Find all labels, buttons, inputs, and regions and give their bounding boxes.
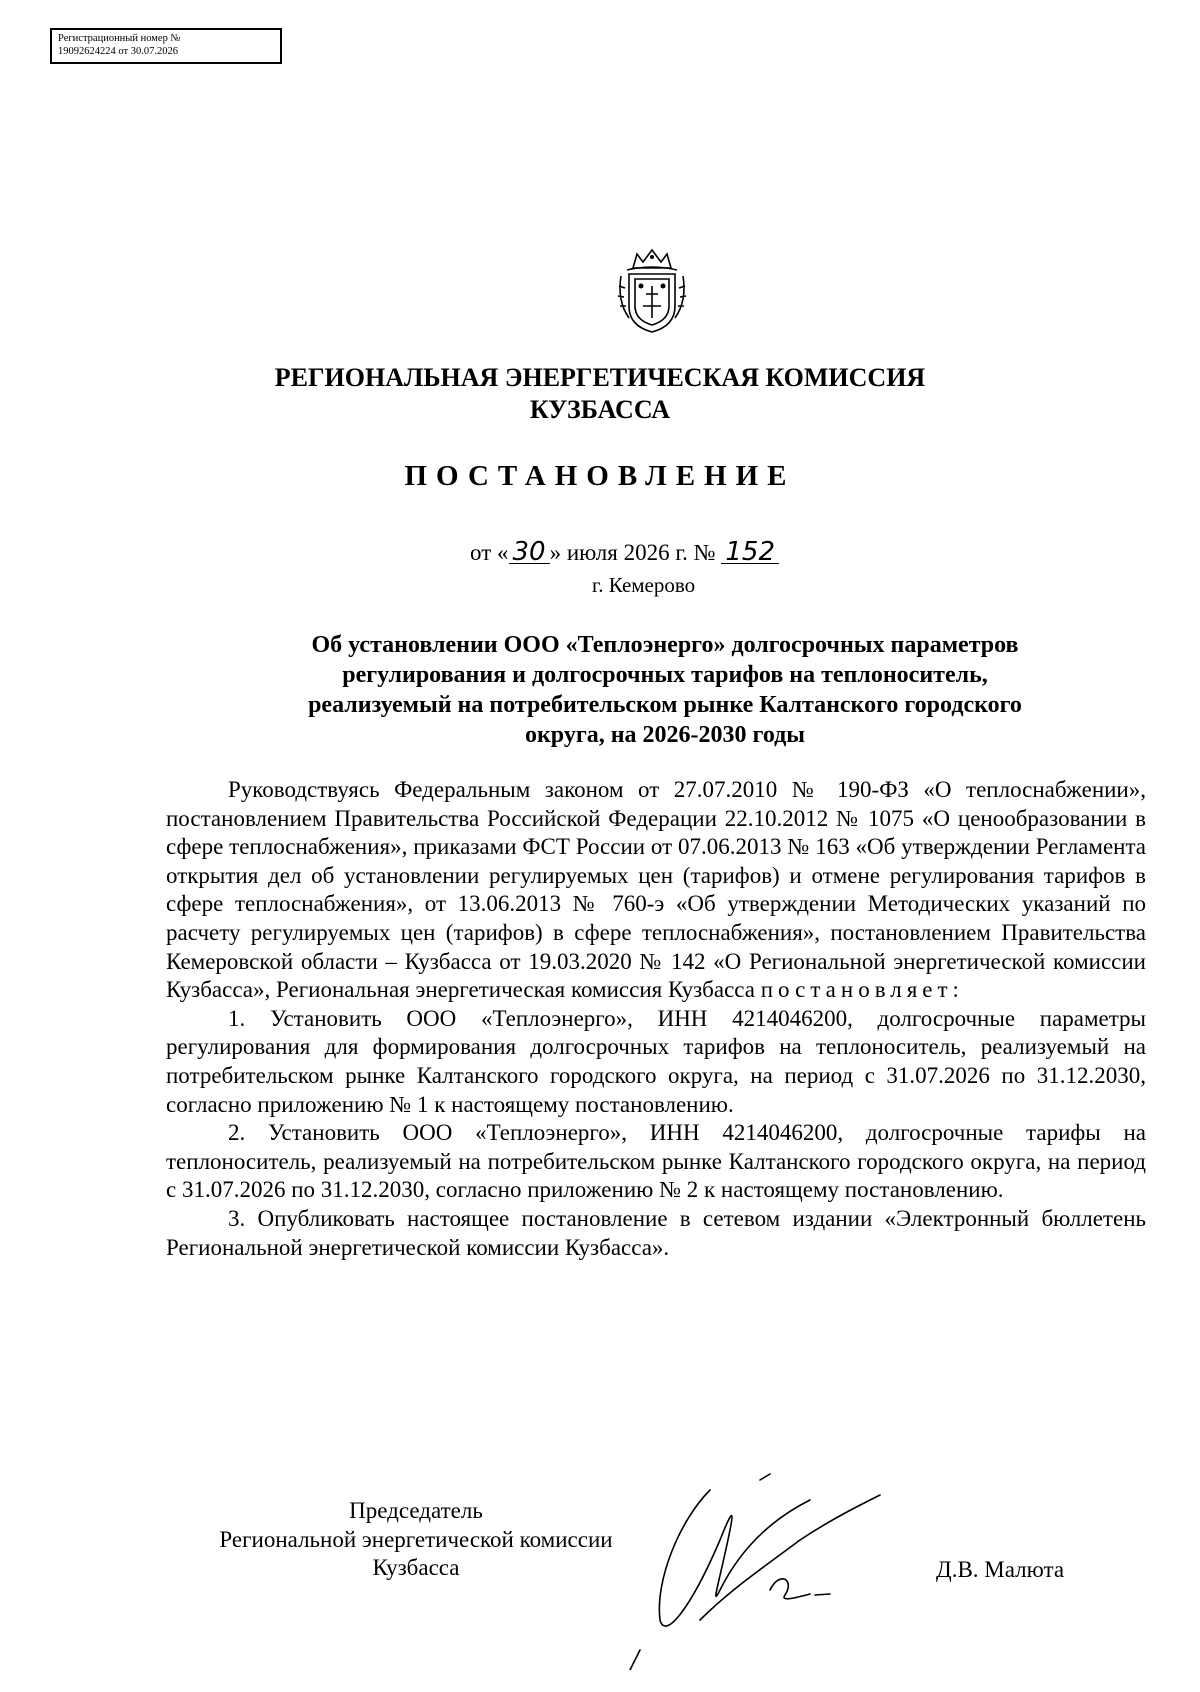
- preamble-paragraph: [166, 776, 1146, 1005]
- subject-line: регулирования и долгосрочных тарифов на теплоноситель,: [342, 662, 988, 688]
- organization-name-line-1: РЕГИОНАЛЬНАЯ ЭНЕРГЕТИЧЕСКАЯ КОМИССИЯ: [274, 363, 926, 392]
- registration-line-1: Регистрационный номер №: [58, 33, 181, 44]
- resolution-item: 3. Опубликовать настоящее постановление в сетевом издании «Электронный бюллетень Региональной энергетической комиссии Кузбасса».: [166, 1205, 1146, 1260]
- signatory-title-line-1: Председатель: [349, 1498, 483, 1523]
- date-prefix: от «: [470, 540, 509, 565]
- subject-line: реализуемый на потребительском рынке Калтанского городского: [308, 692, 1022, 718]
- preamble-text: Руководствуясь Федеральным законом от 27.07.2010 № 190-ФЗ «О теплоснабжении», постановлением Правительства Российской Федерации 22.10.2012 № 1075 «О ценообразовании в сфере теплоснабжения», приказами ФСТ России от 07.06.2013 № 163 «Об утверждении Регламента открытия дел об установлении регулируемых цен (тарифов) и отмене регулирования тарифов в сфере теплоснабжения», от 13.06.2013 № 760-э «Об утверждении Методических указаний по расчету регулируемых цен (тарифов) в сфере теплоснабжения», постановлением Правительства Кемеровской области – Кузбасса от 19.03.2020 № 142 «О Региональной энергетической комиссии Кузбасса», Региональная энергетическая комиссия Кузбасса: [166, 777, 1146, 1003]
- city: г. Кемерово: [592, 573, 696, 597]
- document-subject: [200, 630, 1130, 750]
- signatory-name: Д.В. Малюта: [936, 1557, 1065, 1582]
- subject-line: округа, на 2026-2030 годы: [524, 722, 806, 748]
- registration-line-2: 19092624224 от 30.07.2026: [58, 46, 178, 57]
- coat-of-arms-icon: [613, 246, 691, 336]
- signatory-title-line-2: Региональной энергетической комиссии: [219, 1526, 613, 1552]
- document-type: ПОСТАНОВЛЕНИЕ: [404, 460, 796, 492]
- resolution-item: 1. Установить ООО «Теплоэнерго», ИНН 4214046200, долгосрочные параметры регулирования для формирования долгосрочных тарифов на теплоноситель, реализуемый на потребительском рынке Калтанского городского округа, на период с 31.07.2026 по 31.12.2030, согласно приложению № 1 к настоящему постановлению.: [166, 1005, 1146, 1117]
- signatory-title-line-3: Кузбасса: [372, 1555, 460, 1580]
- resolution-item: 2. Установить ООО «Теплоэнерго», ИНН 4214046200, долгосрочные тарифы на теплоноситель, реализуемый на потребительском рынке Калтанского городского округа, на период с 31.07.2026 по 31.12.2030, согласно приложению № 2 к настоящему постановлению.: [166, 1120, 1146, 1203]
- organization-name-line-2: КУЗБАССА: [529, 395, 671, 424]
- subject-line: Об установлении ООО «Теплоэнерго» долгосрочных параметров: [311, 632, 1019, 658]
- handwritten-day: 30: [509, 541, 550, 564]
- organization-name: [0, 362, 1200, 426]
- handwritten-document-number: 152: [721, 541, 779, 564]
- document-body: [166, 776, 1146, 1262]
- registration-stamp: [50, 28, 282, 64]
- date-middle: » июля 2026 г. №: [549, 540, 716, 565]
- document-date-number: [470, 537, 779, 567]
- resolves-word: постановляет:: [760, 977, 964, 1003]
- handwritten-signature: [570, 1470, 990, 1670]
